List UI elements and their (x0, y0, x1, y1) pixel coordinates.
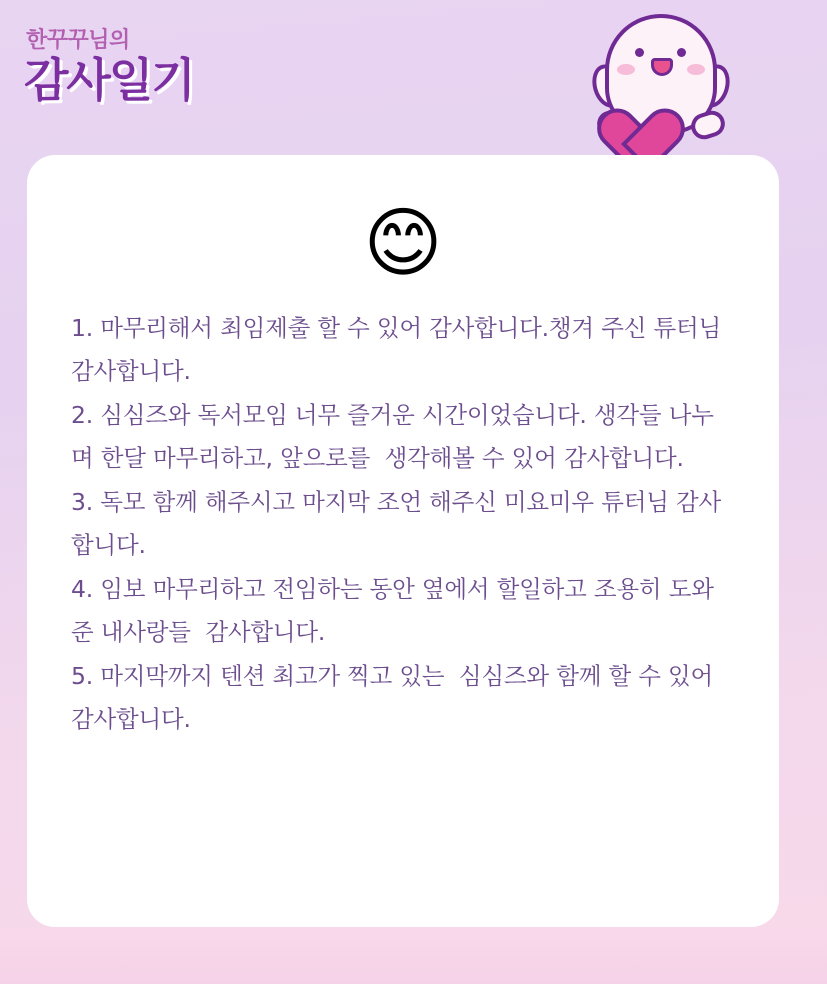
header-kicker: 한꾸꾸님의 (26, 28, 130, 53)
list-item: 4. 임보 마무리하고 전임하는 동안 옆에서 할일하고 조용히 도와준 내사랑들 감사합니다. (71, 574, 714, 647)
bunny-eye-left-icon (635, 48, 644, 57)
bunny-cheek-right-icon (687, 64, 705, 75)
emoji-header (71, 195, 735, 307)
bunny-eye-right-icon (677, 48, 686, 57)
footer-strip (0, 927, 827, 984)
bunny-with-heart-mascot (591, 8, 731, 148)
list-item: 5. 마지막까지 텐션 최고가 찍고 있는 심심즈와 함께 할 수 있어 감사합니다. (71, 661, 721, 734)
bunny-cheek-left-icon (617, 64, 635, 75)
list-item: 2. 심심즈와 독서모임 너무 즐거운 시간이었습니다. 생각들 나누며 한달 마무리하고, 앞으로를 생각해볼 수 있어 감사합니다. (71, 400, 714, 473)
diary-card (27, 155, 779, 927)
heart-icon (621, 82, 701, 152)
page-header (0, 0, 827, 148)
gratitude-entry-list (71, 307, 735, 742)
smiling-face-with-hearts-emoji: 😊 (363, 198, 443, 287)
list-item: 3. 독모 함께 해주시고 마지막 조언 해주신 미요미우 튜터님 감사합니다. (71, 487, 721, 560)
list-item: 1. 마무리해서 최임제출 할 수 있어 감사합니다.챙겨 주신 튜터님 감사합니다. (71, 314, 729, 386)
page-title: 감사일기 (24, 53, 194, 107)
